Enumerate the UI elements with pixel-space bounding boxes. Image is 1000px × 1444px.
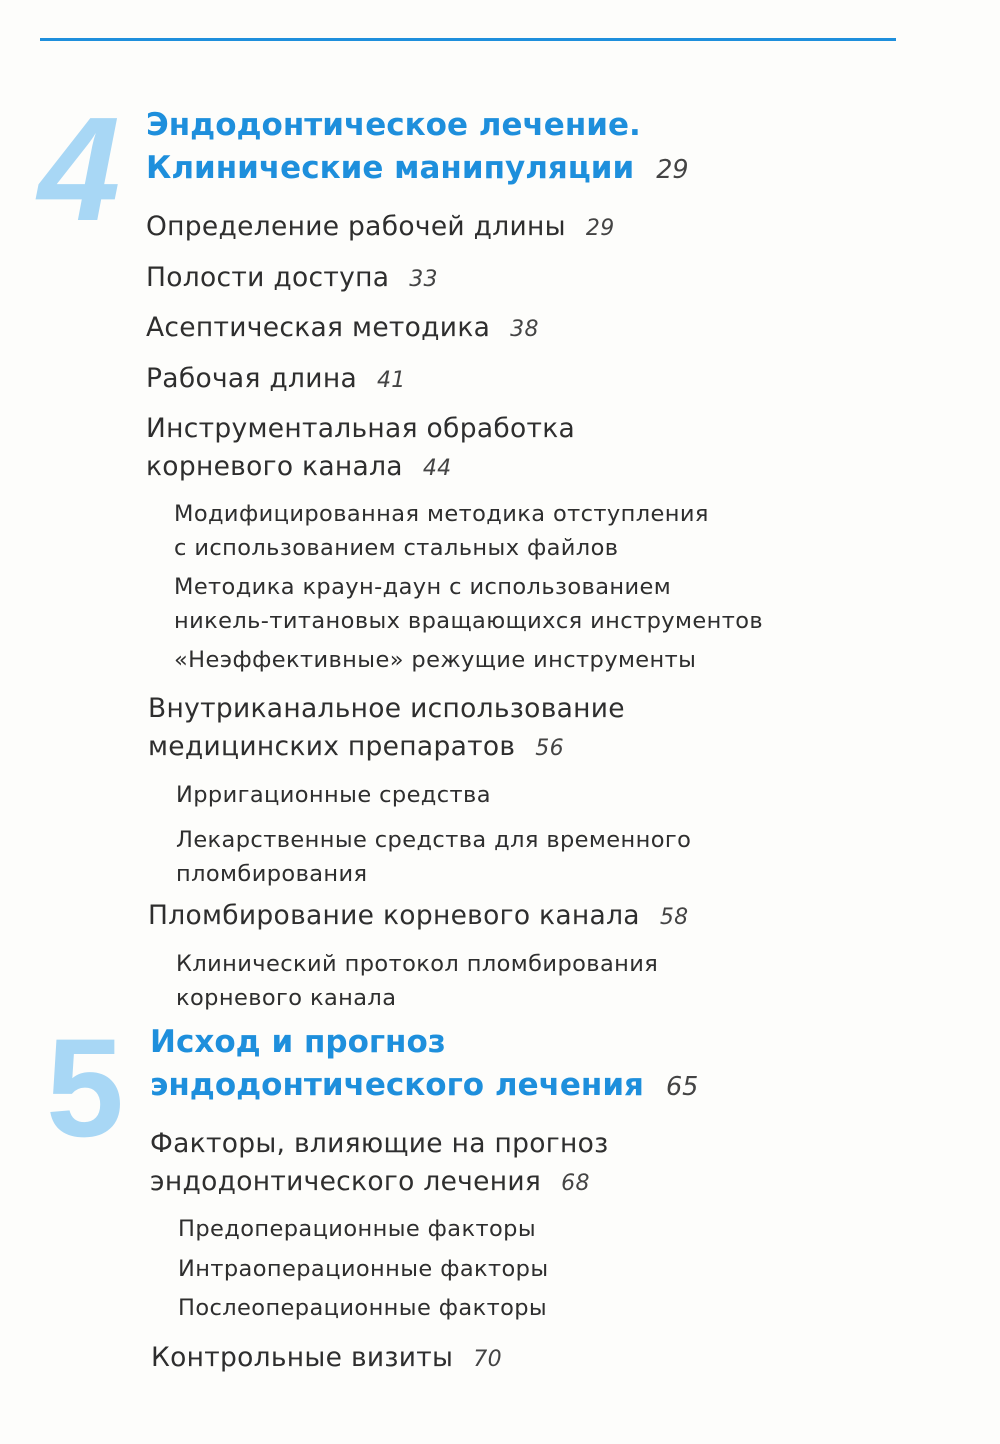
toc-entry-working-length-determination: Определение рабочей длины 29 [146,211,615,242]
toc-entry-working-length: Рабочая длина 41 [146,363,406,394]
toc-subentry-clinical-obturation-protocol: Клинический протокол пломбирования корневого канала [176,951,659,1011]
page-number: 38 [510,317,539,342]
page-number: 44 [422,456,452,481]
top-rule [40,38,896,41]
chapter-4-title-line-1: Эндодонтическое лечение. [146,107,641,143]
chapter-4-number: 4 [38,87,121,252]
page-number: 68 [561,1171,590,1196]
chapter-4-title-line-2: Клинические манипуляции 29 [146,150,689,186]
page-number: 29 [585,216,615,241]
toc-subentry-temporary-dressing-medicaments: Лекарственные средства для временного пломбирования [176,827,692,887]
page-number: 58 [659,905,689,930]
chapter-4-title [146,104,689,191]
toc-entry-prognosis-factors: Факторы, влияющие на прогноз эндодонтического лечения 68 [150,1128,609,1197]
toc-entry-follow-up-visits: Контрольные визиты 70 [151,1342,502,1373]
toc-subentry-crown-down: Методика краун-даун с использованием никель-титановых вращающихся инструментов [174,574,764,634]
chapter-5-title [150,1021,698,1108]
toc-entry-aseptic-technique: Асептическая методика 38 [146,312,539,343]
chapter-5-page: 65 [665,1071,699,1101]
toc-entry-root-canal-instrumentation: Инструментальная обработка корневого канала 44 [146,413,576,482]
toc-subentry-irrigants: Ирригационные средства [176,782,491,808]
page-number: 33 [409,267,438,292]
toc-entry-access-cavities: Полости доступа 33 [146,262,438,293]
chapter-5-number: 5 [46,1009,124,1166]
chapter-4-page: 29 [656,154,689,184]
toc-entry-root-canal-filling: Пломбирование корневого канала 58 [148,900,689,931]
toc-subentry-postoperative-factors: Послеоперационные факторы [178,1295,548,1321]
toc-subentry-intraoperative-factors: Интраоперационные факторы [178,1256,549,1282]
toc-subentry-preoperative-factors: Предоперационные факторы [178,1216,537,1242]
page-number: 56 [535,736,564,761]
toc-subentry-noncutting-instruments: «Неэффективные» режущие инструменты [174,647,697,673]
chapter-5-title-line-1: Исход и прогноз [150,1024,446,1060]
page-number: 41 [376,368,406,393]
toc-subentry-modified-stepback: Модифицированная методика отступления с использованием стальных файлов [174,501,709,561]
toc-entry-intracanal-medicaments: Внутриканальное использование медицинских препаратов 56 [148,693,625,762]
page-number: 70 [473,1347,502,1372]
chapter-5-title-line-2: эндодонтического лечения 65 [150,1067,699,1103]
